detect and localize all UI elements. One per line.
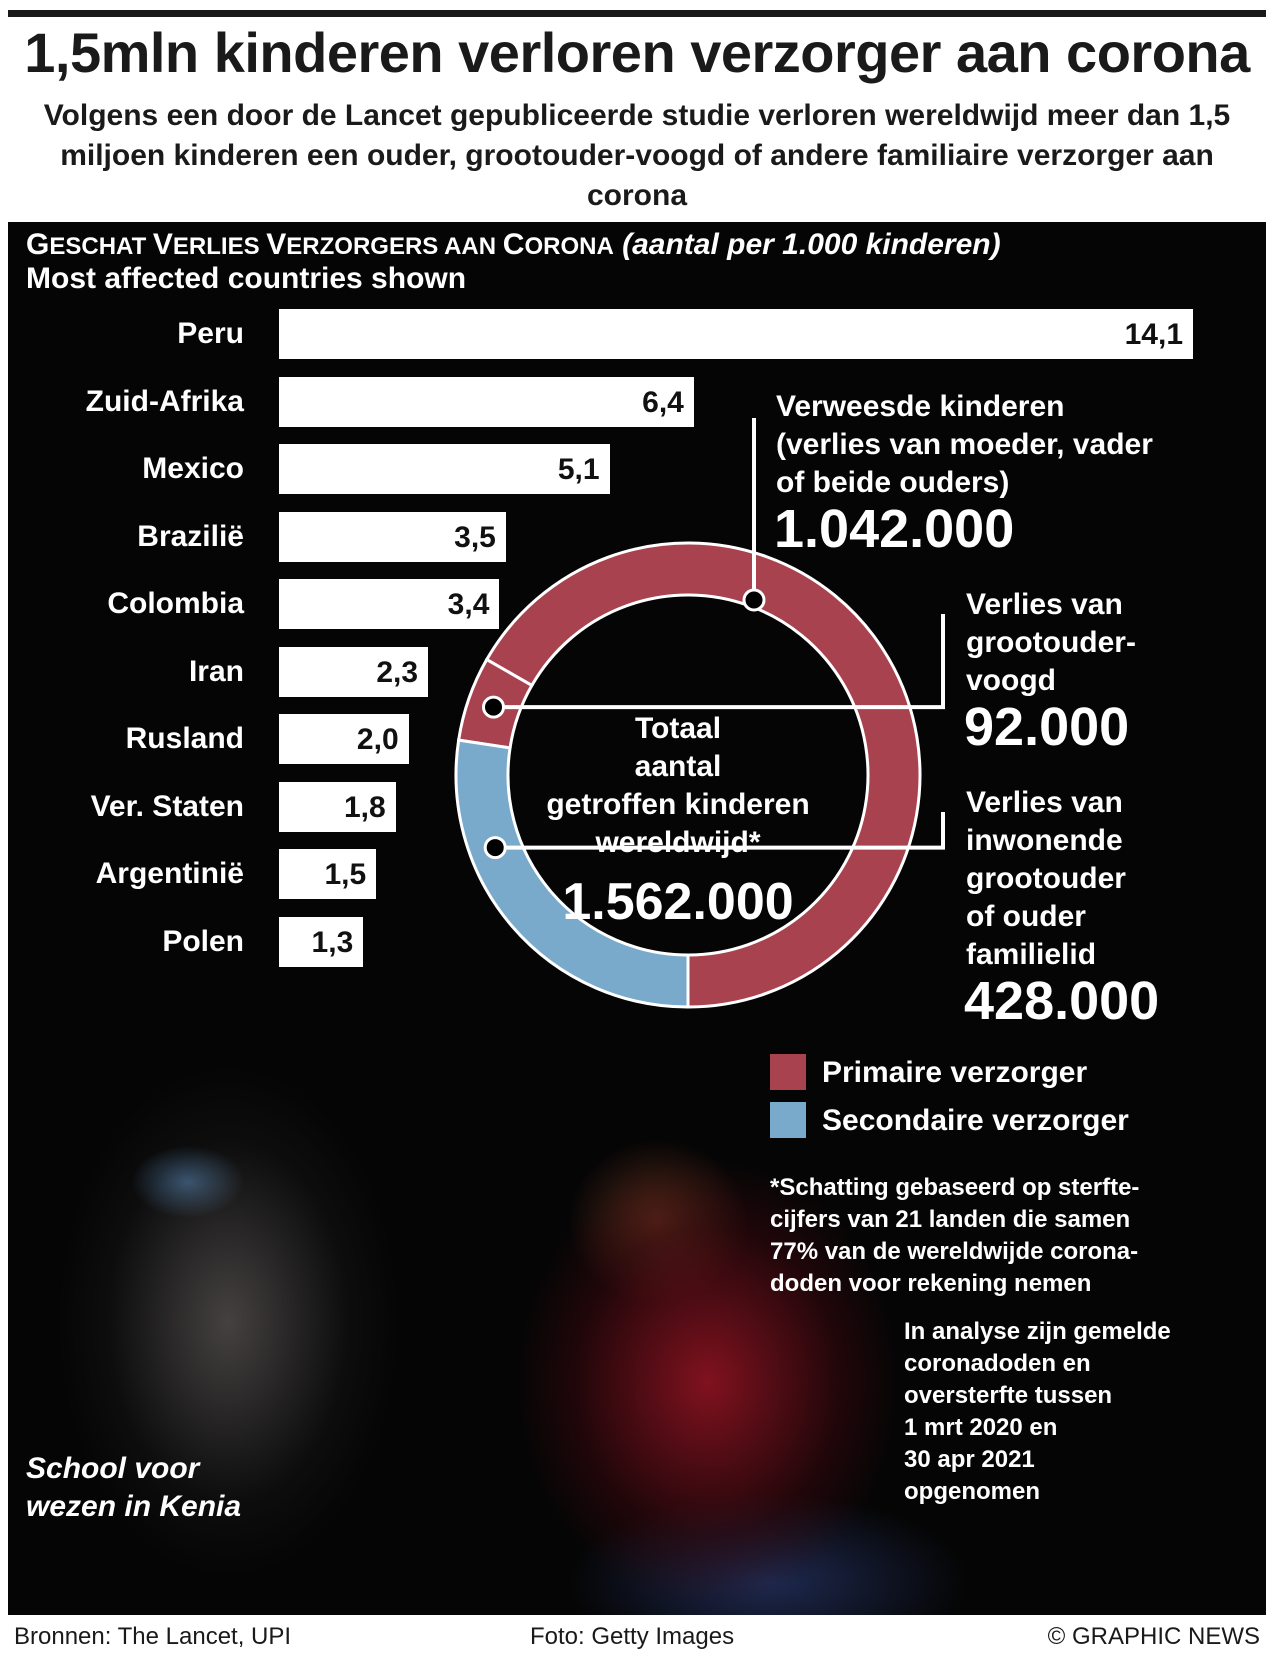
bar-label-iran: Iran (188, 654, 244, 688)
bar-colombia: 3,4 (279, 579, 499, 629)
legend-secondary-label: Secondaire verzorger (822, 1104, 1129, 1137)
chart-panel (8, 222, 1266, 1615)
chart-subtitle: Most affected countries shown (26, 262, 467, 295)
top-rule (8, 10, 1266, 17)
footer-copyright: © GRAPHIC NEWS (1047, 1623, 1260, 1650)
legend-secondary-swatch (770, 1102, 806, 1138)
leader-dot-coresident (485, 838, 505, 858)
chart-unit: (aantal per 1.000 kinderen) (622, 228, 1001, 261)
bar-label-colombia: Colombia (107, 587, 244, 620)
bar-rusland: 2,0 (279, 714, 409, 764)
photo-caption: School voor wezen in Kenia (26, 1452, 242, 1523)
bar-label-argentini-: Argentinië (95, 857, 244, 890)
bar-peru: 14,1 (279, 309, 1193, 359)
donut-center-value: 1.562.000 (562, 873, 794, 931)
subtitle: Volgens een door de Lancet gepubliceerde studie verloren wereldwijd meer dan 1,5 miljoen kinderen een ouder, grootouder-voogd of andere familiaire verzorger aan corona (43, 99, 1231, 212)
bar-label-zuid-afrika: Zuid-Afrika (85, 384, 244, 418)
bar-iran: 2,3 (279, 647, 428, 697)
legend-primary-label: Primaire verzorger (822, 1056, 1088, 1089)
donut-center-label: Totaal aantal getroffen kinderen wereldwijd* (546, 712, 810, 859)
orphans-label: Verweesde kinderen (verlies van moeder, vader of beide ouders) (776, 390, 1153, 499)
leader-dot-orphans (744, 590, 764, 610)
footer-sources: Bronnen: The Lancet, UPI (14, 1623, 292, 1650)
bar-label-rusland: Rusland (125, 722, 244, 755)
bar-zuid-afrika: 6,4 (279, 377, 694, 427)
bar-label-peru: Peru (177, 317, 244, 350)
bar-brazili-: 3,5 (279, 512, 506, 562)
leader-dot-guardian (484, 697, 504, 717)
guardian-label: Verlies van grootouder- voogd (966, 588, 1136, 697)
orphans-value: 1.042.000 (774, 499, 1015, 559)
bar-label-mexico: Mexico (142, 452, 244, 485)
bar-label-ver-staten: Ver. Staten (90, 789, 244, 823)
bar-argentini-: 1,5 (279, 849, 376, 899)
coresident-label: Verlies van inwonende grootouder of ouder familielid (966, 786, 1126, 971)
footer-photo-credit: Foto: Getty Images (530, 1623, 735, 1650)
legend-primary-swatch (770, 1054, 806, 1090)
bar-label-polen: Polen (162, 924, 244, 958)
guardian-value: 92.000 (964, 697, 1130, 757)
estimate-note: *Schatting gebaseerd op sterfte- cijfers van 21 landen die samen 77% van de wereldwijde corona- doden voor rekening nemen (770, 1174, 1140, 1297)
bar-polen: 1,3 (279, 917, 363, 967)
analysis-note: In analyse zijn gemelde coronadoden en oversterfte tussen 1 mrt 2020 en 30 apr 2021 opgenomen (904, 1318, 1171, 1505)
headline: 1,5mln kinderen verloren verzorger aan corona (24, 21, 1250, 84)
bar-label-brazili-: Brazilië (137, 519, 244, 553)
chart-title: GESCHAT VERLIES VERZORGERS AAN CORONA (aantal per 1.000 kinderen) (26, 228, 1001, 261)
coresident-value: 428.000 (964, 971, 1160, 1031)
bar-ver-staten: 1,8 (279, 782, 396, 832)
bar-mexico: 5,1 (279, 444, 610, 494)
